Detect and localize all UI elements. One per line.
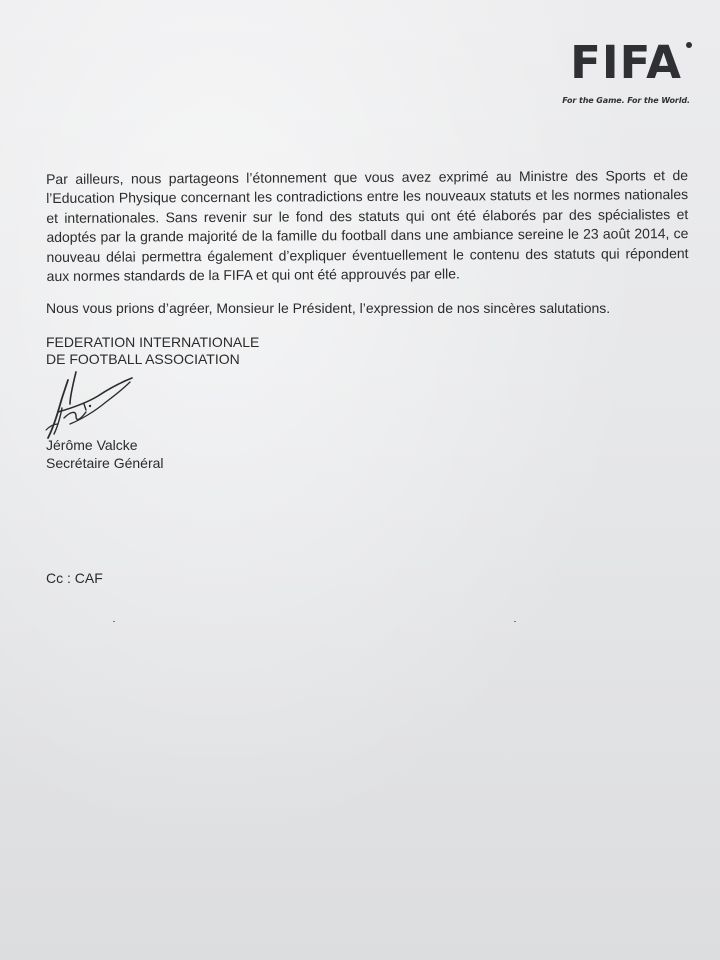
closing-salutation: Nous vous prions d’agréer, Monsieur le Président, l’expression de nos sincères salutations. (46, 300, 611, 316)
fifa-logo (540, 36, 700, 110)
sender-organization-line-2: DE FOOTBALL ASSOCIATION (46, 351, 240, 367)
registered-mark-icon (686, 42, 692, 48)
fifa-logo-wordmark: FIFA (570, 36, 682, 89)
signer-name: Jérôme Valcke (46, 437, 138, 453)
signer-title: Secrétaire Général (46, 455, 164, 471)
paper-speck (514, 621, 516, 622)
handwritten-signature (40, 368, 140, 440)
paper-speck (113, 621, 115, 622)
fifa-tagline: For the Game. For the World. (562, 96, 690, 105)
body-paragraph: Par ailleurs, nous partageons l’étonnement que vous avez exprimé au Ministre des Sports et de l’Education Physique concernant les contradictions entre les nouveaux statuts et les normes nationales et internationales. Sans revenir sur le fond des statuts qui ont été élaborés par des spécialistes et adoptés par la grande majorité de la famille du football dans une ambiance sereine le 23 août 2014, ce nouveau délai permettra également d’expliquer éventuellement le contenu des statuts qui répondent aux normes standards de la FIFA et qui ont été approuvés par elle. (46, 167, 689, 285)
sender-organization-line-1: FEDERATION INTERNATIONALE (46, 334, 260, 350)
carbon-copy-line: Cc : CAF (46, 570, 103, 586)
